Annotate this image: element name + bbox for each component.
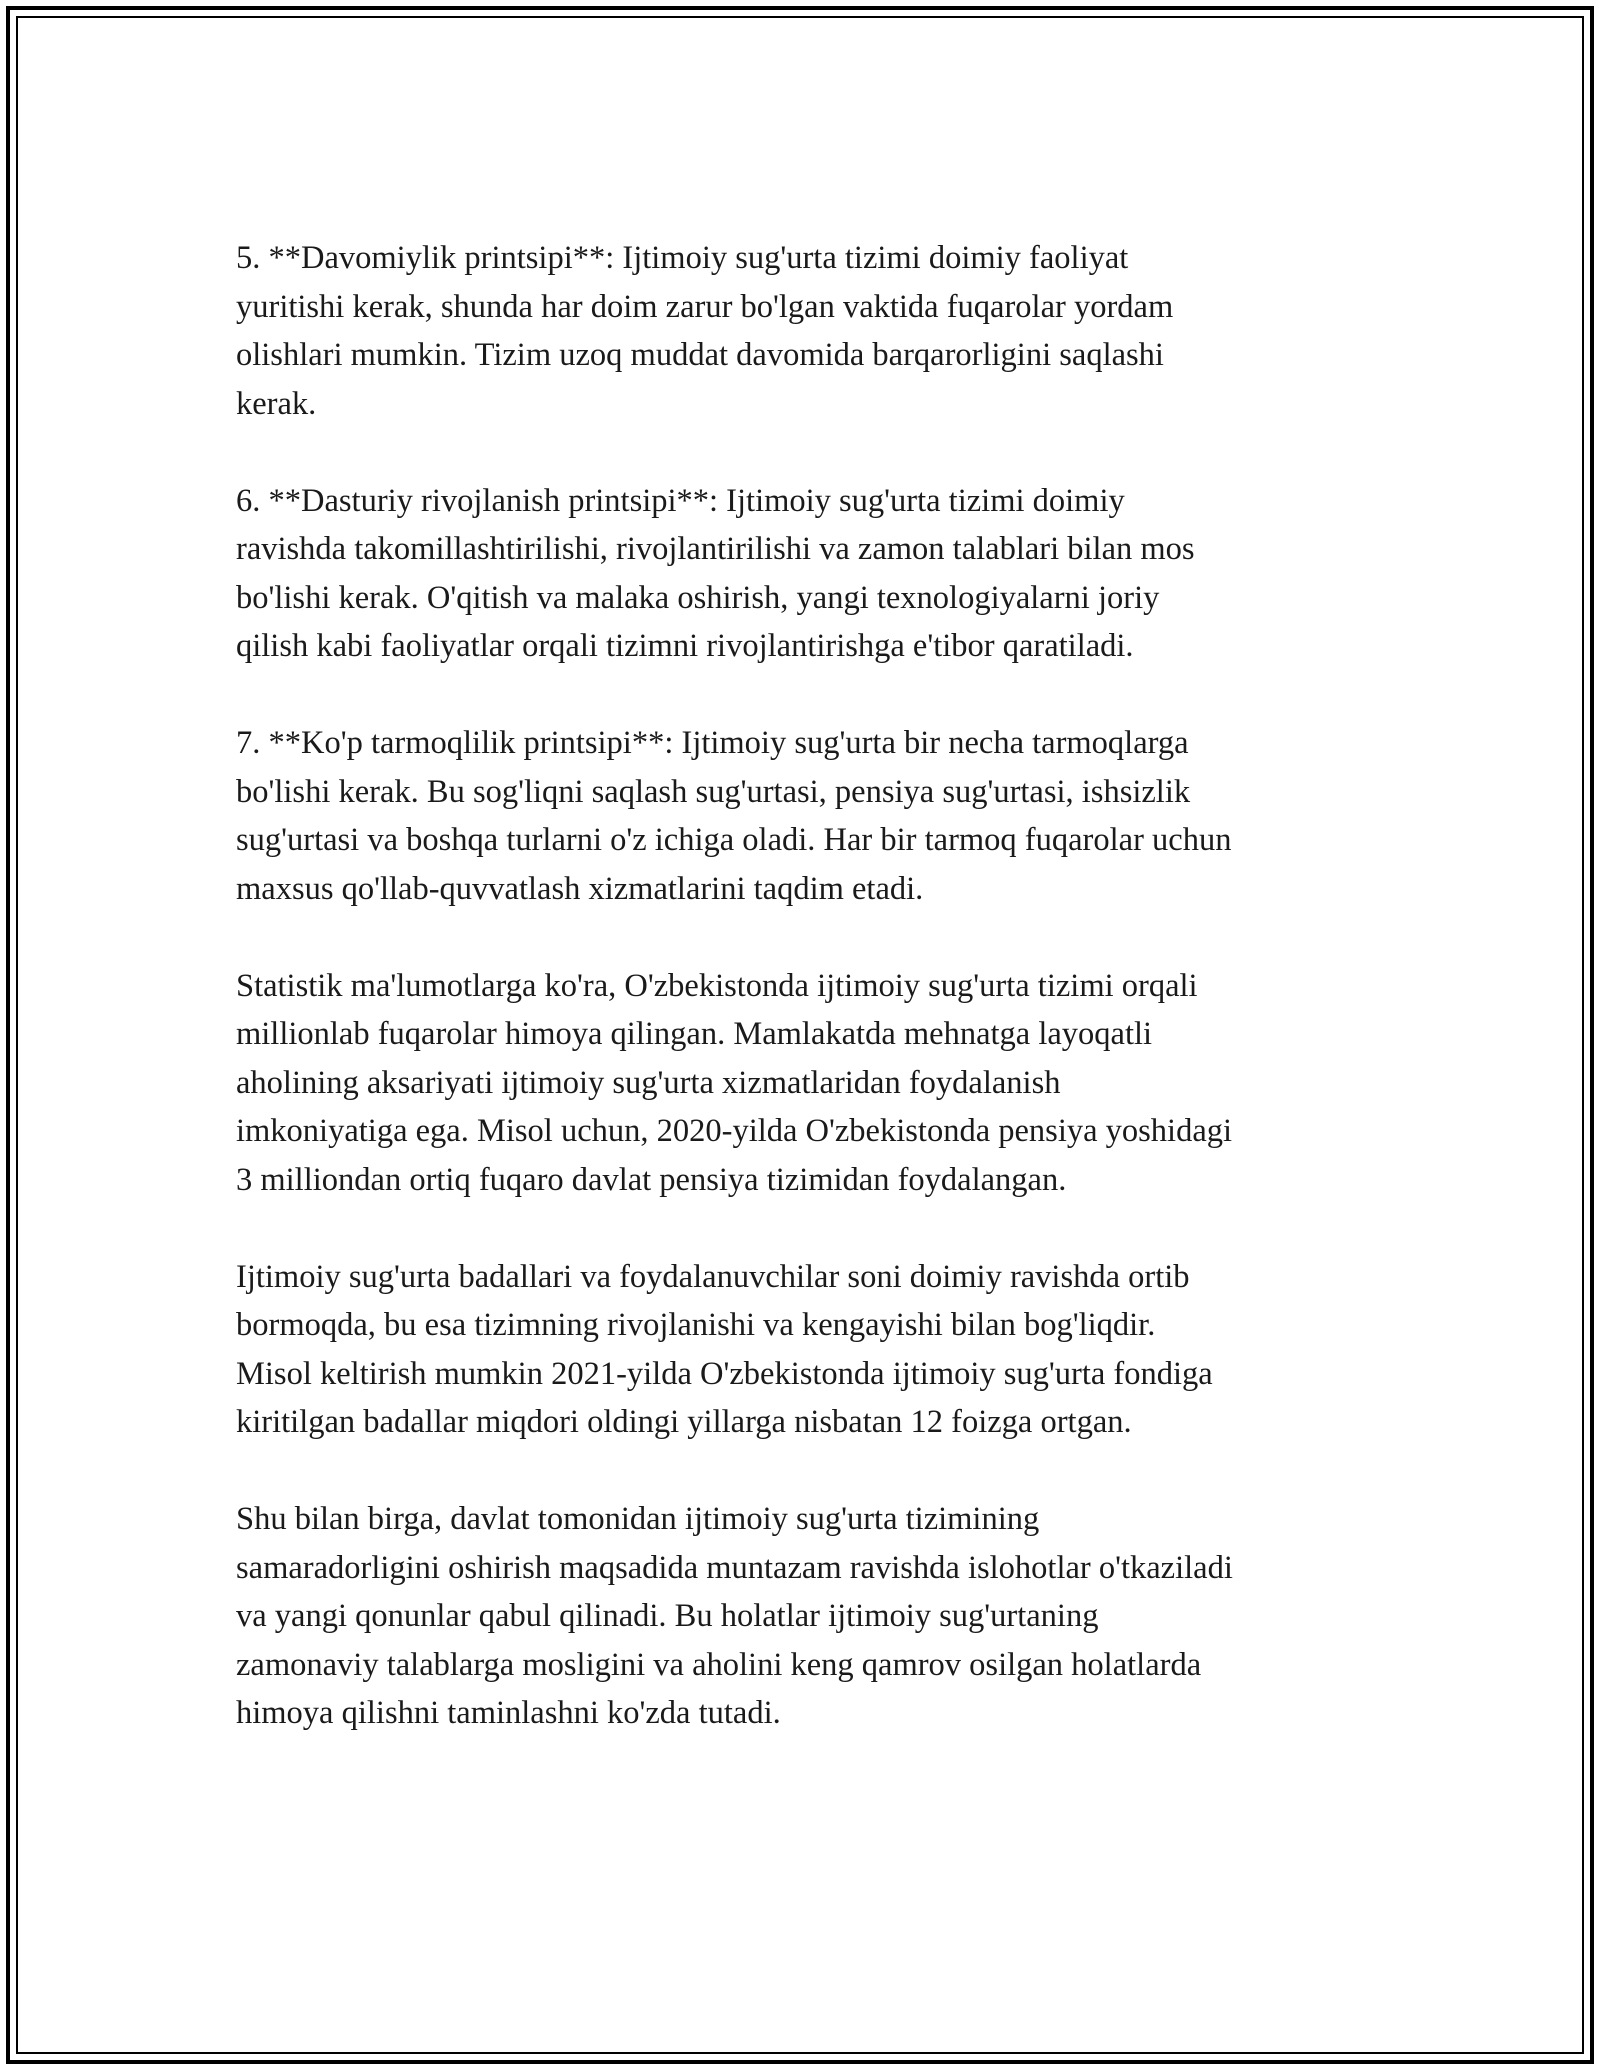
paragraph-principle-5: 5. **Davomiylik printsipi**: Ijtimoiy sug'urta tizimi doimiy faoliyat yuritishi kerak, shunda har doim zarur bo'lgan vaktida fuqarolar yordam olishlari mumkin. Tizim uzoq muddat davomida barqarorligini saqlashi kerak. <box>236 240 1174 422</box>
paragraph-principle-7: 7. **Ko'p tarmoqlilik printsipi**: Ijtimoiy sug'urta bir necha tarmoqlarga bo'lishi kerak. Bu sog'liqni saqlash sug'urtasi, pensiya sug'urtasi, ishsizlik sug'urtasi va boshqa turlarni o'z ichiga oladi. Har bir tarmoq fuqarolar uchun maxsus qo'llab-quvvatlash xizmatlarini taqdim etadi. <box>236 725 1232 907</box>
paragraph-principle-6: 6. **Dasturiy rivojlanish printsipi**: Ijtimoiy sug'urta tizimi doimiy ravishda takomillashtirilishi, rivojlantirilishi va zamon talablari bilan mos bo'lishi kerak. O'qitish va malaka oshirish, yangi texnologiyalarni joriy qilish kabi faoliyatlar orqali tizimni rivojlantirishga e'tibor qaratiladi. <box>236 482 1195 664</box>
paragraph-contributions: Ijtimoiy sug'urta badallari va foydalanuvchilar soni doimiy ravishda ortib bormoqda, bu esa tizimning rivojlanishi va kengayishi bilan bog'liqdir. Misol keltirish mumkin 2021-yilda O'zbekistonda ijtimoiy sug'urta fondiga kiritilgan badallar miqdori oldingi yillarga nisbatan 12 foizga ortgan. <box>236 1258 1213 1440</box>
document-body <box>236 234 1376 1738</box>
paragraph-reforms: Shu bilan birga, davlat tomonidan ijtimoiy sug'urta tizimining samaradorligini oshirish maqsadida muntazam ravishda islohotlar o'tkaziladi va yangi qonunlar qabul qilinadi. Bu holatlar ijtimoiy sug'urtaning zamonaviy talablarga mosligini va aholini keng qamrov osilgan holatlarda himoya qilishni taminlashni ko'zda tutadi. <box>236 1501 1233 1731</box>
paragraph-statistics: Statistik ma'lumotlarga ko'ra, O'zbekistonda ijtimoiy sug'urta tizimi orqali millionlab fuqarolar himoya qilingan. Mamlakatda mehnatga layoqatli aholining aksariyati ijtimoiy sug'urta xizmatlaridan foydalanish imkoniyatiga ega. Misol uchun, 2020-yilda O'zbekistonda pensiya yoshidagi 3 milliondan ortiq fuqaro davlat pensiya tizimidan foydalangan. <box>236 967 1233 1198</box>
